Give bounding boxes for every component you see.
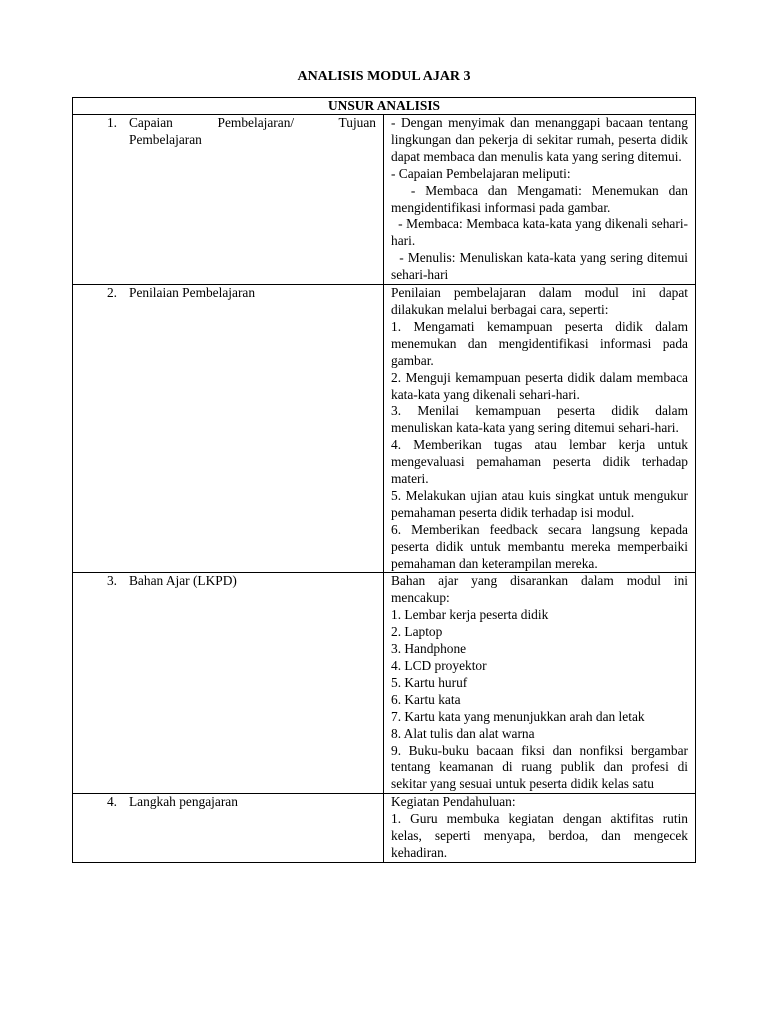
content-line: 7. Kartu kata yang menunjukkan arah dan letak	[391, 708, 645, 724]
row-content-cell	[384, 115, 696, 285]
analysis-table	[72, 97, 696, 863]
row-number: 2.	[106, 285, 117, 301]
row-label-line: Pembelajaran	[129, 131, 202, 147]
row-number: 1.	[106, 115, 117, 130]
content-line: 2. Laptop	[391, 624, 443, 640]
list-item	[73, 285, 376, 302]
content-line: - Capaian Pembelajaran meliputi:	[391, 165, 571, 181]
content-line: 1. Lembar kerja peserta didik	[391, 607, 549, 623]
row-label	[129, 115, 376, 149]
content-line: 4. Memberikan tugas atau lembar kerja untuk mengevaluasi pemahaman peserta didik terhadap materi.	[391, 437, 688, 487]
table-row	[73, 285, 696, 573]
content-line: 6. Memberikan feedback secara langsung kepada peserta didik untuk membantu mereka memperbaiki pemahaman dan keterampilan mereka.	[391, 521, 688, 571]
list-item	[73, 115, 376, 149]
table-row	[73, 115, 696, 285]
content-line: - Dengan menyimak dan menanggapi bacaan tentang lingkungan dan pekerja di sekitar rumah, peserta didik dapat membaca dan menulis kata yang sering ditemui.	[391, 115, 688, 164]
content-line: 3. Handphone	[391, 641, 467, 657]
table-header-row	[73, 98, 696, 115]
content-line: 2. Menguji kemampuan peserta didik dalam membaca kata-kata yang dikenali sehari-hari.	[391, 369, 688, 402]
content-line: Penilaian pembelajaran dalam modul ini dapat dilakukan melalui berbagai cara, seperti:	[391, 285, 688, 317]
table-header: UNSUR ANALISIS	[73, 98, 696, 115]
content-line: 3. Menilai kemampuan peserta didik dalam menuliskan kata-kata yang sering ditemui sehari-hari.	[391, 403, 688, 436]
content-line: - Membaca: Membaca kata-kata yang dikenali sehari-hari.	[391, 216, 688, 249]
list-item	[73, 573, 376, 590]
row-content-cell	[384, 573, 696, 794]
row-content-cell	[384, 794, 696, 863]
content-line: Kegiatan Pendahuluan:	[391, 794, 516, 810]
row-label-cell	[73, 115, 384, 285]
content-line: - Menulis: Menuliskan kata-kata yang sering ditemui sehari-hari	[391, 250, 688, 283]
row-label: Langkah pengajaran	[129, 794, 238, 810]
table-row	[73, 794, 696, 863]
content-line: 9. Buku-buku bacaan fiksi dan nonfiksi bergambar tentang keamanan di ruang publik dan profesi di sekitar yang sesuai untuk peserta didik kelas satu	[391, 742, 688, 792]
table-row	[73, 573, 696, 794]
row-label: Penilaian Pembelajaran	[129, 285, 256, 301]
row-label-line: Capaian Pembelajaran/ Tujuan	[129, 115, 376, 130]
document-title: ANALISIS MODUL AJAR 3	[297, 69, 471, 84]
content-line: 5. Melakukan ujian atau kuis singkat untuk mengukur pemahaman peserta didik terhadap isi modul.	[391, 487, 688, 520]
row-label: Bahan Ajar (LKPD)	[129, 573, 237, 589]
content-line: 1. Guru membuka kegiatan dengan aktifitas rutin kelas, seperti menyapa, berdoa, dan mengecek kehadiran.	[391, 811, 688, 860]
content-line: 1. Mengamati kemampuan peserta didik dalam menemukan dan mengidentifikasi informasi pada gambar.	[391, 318, 688, 368]
content-line: 4. LCD proyektor	[391, 658, 487, 673]
row-label-cell	[73, 794, 384, 863]
content-line: 8. Alat tulis dan alat warna	[391, 725, 535, 741]
content-line: Bahan ajar yang disarankan dalam modul ini mencakup:	[391, 573, 688, 606]
row-content-cell	[384, 285, 696, 573]
content-line: 6. Kartu kata	[391, 691, 461, 707]
row-label-cell	[73, 285, 384, 573]
row-label-cell	[73, 573, 384, 794]
content-line: 5. Kartu huruf	[391, 674, 468, 690]
list-item	[73, 794, 376, 811]
content-line: - Membaca dan Mengamati: Menemukan dan mengidentifikasi informasi pada gambar.	[391, 182, 688, 215]
row-number: 4.	[106, 794, 117, 810]
row-number: 3.	[106, 573, 117, 589]
